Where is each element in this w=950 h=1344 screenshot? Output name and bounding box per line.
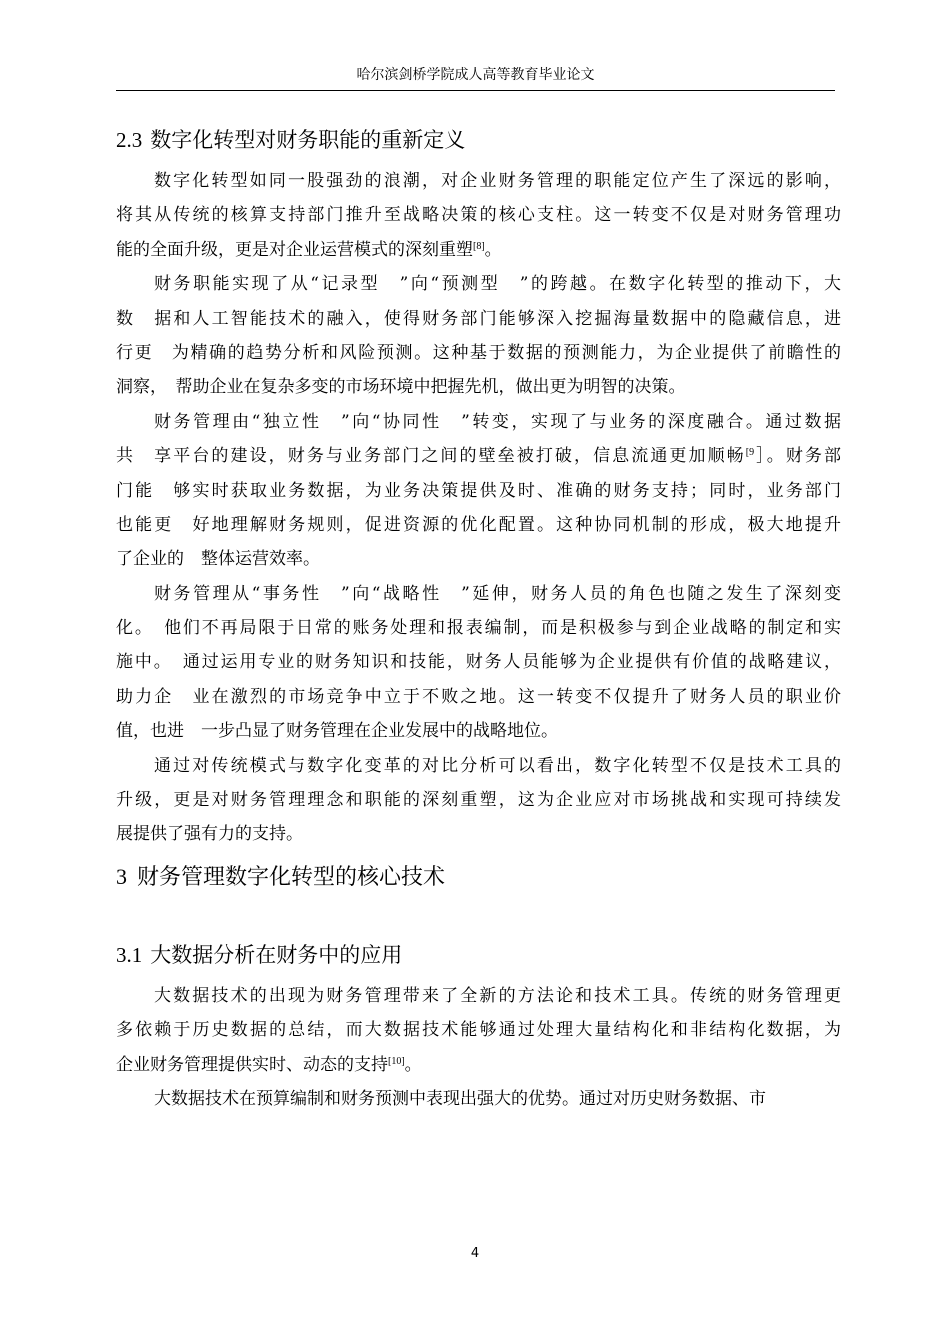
citation-ref: [9 — [745, 447, 755, 459]
citation-ref: [8] — [473, 240, 485, 252]
page-body — [116, 116, 841, 1116]
paragraph — [116, 267, 841, 405]
line-text: 升级，更是对财务管理理念和职能的深刻重塑，这为企业应对市场挑战和实现可持续发 — [116, 790, 841, 811]
line-text: 财务管理由“独立性 ”向“协同性 ”转变，实现了与业务的深度融合。通过数据 — [154, 411, 841, 432]
section-3-1-body — [116, 979, 841, 1117]
text-line — [116, 542, 841, 576]
section-number: 3.1 — [116, 942, 143, 967]
line-text: 行更 为精确的趋势分析和风险预测。这种基于数据的预测能力，为企业提供了前瞻性的 — [116, 342, 841, 363]
text-line — [116, 979, 841, 1013]
section-title: 大数据分析在财务中的应用 — [150, 942, 403, 967]
line-text: 大数据技术在预算编制和财务预测中表现出强大的优势。通过对历史财务数据、市 — [154, 1088, 766, 1109]
text-line — [116, 1048, 841, 1082]
line-text: 门能 够实时获取业务数据，为业务决策提供及时、准确的财务支持；同时，业务部门 — [116, 480, 841, 501]
line-text: 通过对传统模式与数字化变革的对比分析可以看出，数字化转型不仅是技术工具的 — [154, 755, 841, 776]
line-text-tail: 。 — [484, 239, 502, 260]
line-text: 也能更 好地理解财务规则，促进资源的优化配置。这种协同机制的形成，极大地提升 — [116, 514, 841, 535]
line-text: 多依赖于历史数据的总结，而大数据技术能够通过处理大量结构化和非结构化数据，为 — [116, 1020, 841, 1041]
text-line — [116, 645, 841, 679]
paragraph — [116, 1082, 841, 1116]
chapter-heading-3 — [116, 860, 841, 895]
paragraph — [116, 979, 841, 1082]
line-text: 共 享平台的建设，财务与业务部门之间的壁垒被打破，信息流通更加顺畅 — [116, 446, 746, 467]
line-text: 将其从传统的核算支持部门推升至战略决策的核心支柱。这一转变不仅是对财务管理功 — [116, 205, 841, 226]
section-heading-3-1 — [116, 939, 841, 971]
text-line — [116, 198, 841, 232]
text-line — [116, 577, 841, 611]
line-text: 大数据技术的出现为财务管理带来了全新的方法论和技术工具。传统的财务管理更 — [154, 985, 841, 1006]
line-text-tail: ］。财务部 — [754, 446, 842, 467]
text-line — [116, 164, 841, 198]
section-number: 2.3 — [116, 128, 143, 152]
line-text: 助力企 业在激烈的市场竞争中立于不败之地。这一转变不仅提升了财务人员的职业价 — [116, 686, 841, 707]
line-text: 数字化转型如同一股强劲的浪潮，对企业财务管理的职能定位产生了深远的影响， — [154, 171, 841, 191]
citation-ref: [10] — [388, 1055, 405, 1067]
text-line — [116, 508, 841, 542]
text-line — [116, 1013, 841, 1047]
line-text: 值，也进 一步凸显了财务管理在企业发展中的战略地位。 — [116, 721, 558, 742]
line-text: 化。 他们不再局限于日常的账务处理和报表编制，而是积极参与到企业战略的制定和实 — [116, 618, 841, 639]
paragraph — [116, 405, 841, 577]
text-line — [116, 336, 841, 370]
section-2-3-body — [116, 164, 841, 852]
text-line — [116, 233, 841, 267]
line-text: 了企业的 整体运营效率。 — [116, 549, 320, 570]
text-line — [116, 749, 841, 783]
text-line — [116, 817, 841, 851]
line-text: 洞察， 帮助企业在复杂多变的市场环境中把握先机，做出更为明智的决策。 — [116, 377, 686, 398]
text-line — [116, 267, 841, 301]
chapter-number: 3 — [116, 863, 127, 889]
line-text: 财务管理从“事务性 ”向“战略性 ”延伸，财务人员的角色也随之发生了深刻变 — [154, 583, 841, 604]
section-heading-2-3 — [116, 124, 841, 156]
line-text: 企业财务管理提供实时、动态的支持 — [116, 1054, 388, 1075]
running-header — [116, 64, 835, 91]
text-line — [116, 302, 841, 336]
paragraph — [116, 164, 841, 267]
text-line — [116, 714, 841, 748]
text-line — [116, 370, 841, 404]
text-line — [116, 611, 841, 645]
text-line — [116, 439, 841, 473]
text-line — [116, 783, 841, 817]
header-title: 哈尔滨剑桥学院成人高等教育毕业论文 — [356, 67, 595, 83]
section-title: 数字化转型对财务职能的重新定义 — [150, 128, 466, 152]
line-text: 展提供了强有力的支持。 — [116, 824, 303, 845]
text-line — [116, 474, 841, 508]
page-number: 4 — [470, 1246, 480, 1261]
text-line — [116, 680, 841, 714]
text-line — [116, 1082, 841, 1116]
chapter-title: 财务管理数字化转型的核心技术 — [137, 864, 446, 890]
line-text: 能的全面升级，更是对企业运营模式的深刻重塑 — [116, 239, 473, 260]
line-text-tail: 。 — [404, 1054, 422, 1075]
paragraph — [116, 577, 841, 749]
line-text: 数 据和人工智能技术的融入，使得财务部门能够深入挖掘海量数据中的隐藏信息，进 — [116, 308, 841, 329]
text-line — [116, 405, 841, 439]
paragraph — [116, 749, 841, 852]
line-text: 施中。 通过运用专业的财务知识和技能，财务人员能够为企业提供有价值的战略建议， — [116, 652, 841, 673]
line-text: 财务职能实现了从“记录型 ”向“预测型 ”的跨越。在数字化转型的推动下，大 — [154, 274, 841, 295]
